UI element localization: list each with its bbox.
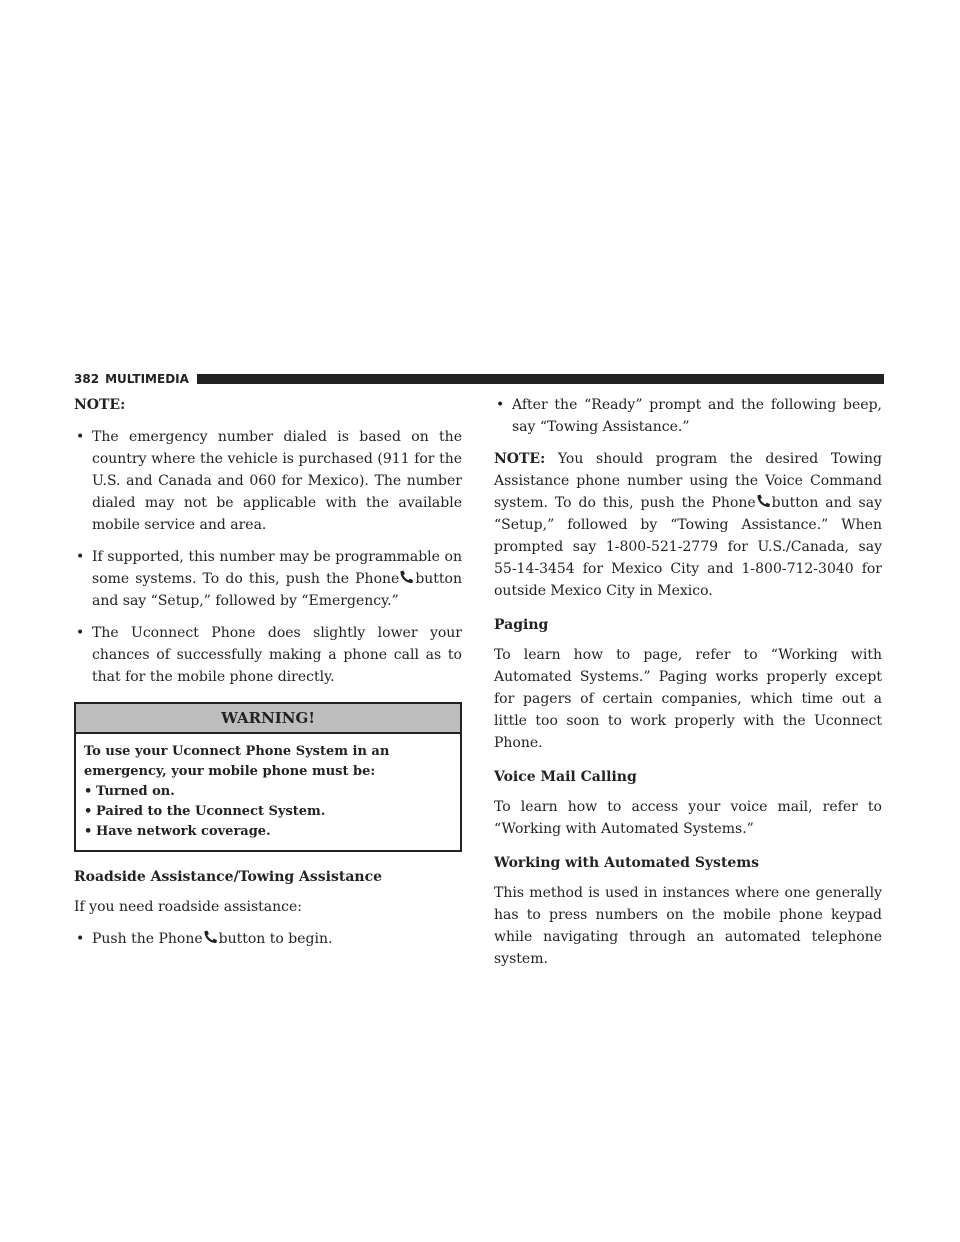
phone-icon [756, 494, 772, 508]
note-label: NOTE: [494, 451, 546, 467]
push-text-before: Push the Phone [92, 931, 203, 947]
paging-heading: Paging [494, 617, 549, 633]
automated-heading: Working with Automated Systems [494, 855, 760, 871]
warning-body [76, 734, 460, 850]
bullet-emergency-number: • The emergency number dialed is based on the country where the vehicle is purchased (911 for the U.S. and Canada and 060 for Mexico). The number dialed may not be applicable with the available mobile service and area. [74, 426, 462, 536]
ready-bullets [494, 394, 882, 438]
automated-text: This method is used in instances where one generally has to press numbers on the mobile phone keypad while navigating through an automated telephone system. [494, 885, 882, 967]
warning-title: WARNING! [76, 704, 460, 734]
page-header [74, 372, 884, 386]
note-bullets [74, 426, 462, 688]
roadside-bullets [74, 928, 462, 950]
towing-note-after: button and say “Setup,” followed by “Towing Assistance.” When prompted say 1-800-521-2779 for U.S./Canada, say 55-14-3454 for Mexico City and 1-800-712-3040 for outside Mexico City in Mexico. [494, 495, 882, 599]
paging-text: To learn how to page, refer to “Working with Automated Systems.” Paging works properly except for pagers of certain companies, which time out a little too soon to work properly with the Uconnect Phone. [494, 647, 882, 751]
bullet-ready-prompt: • After the “Ready” prompt and the following beep, say “Towing Assistance.” [494, 394, 882, 438]
bullet-programmable [74, 546, 462, 612]
voicemail-text: To learn how to access your voice mail, refer to “Working with Automated Systems.” [494, 799, 882, 837]
push-text-after: button to begin. [218, 931, 333, 947]
left-column [74, 394, 462, 960]
bullet-programmable-text-after: button and say “Setup,” followed by “Emergency.” [92, 571, 462, 609]
towing-note [494, 448, 882, 602]
note-label: NOTE: [74, 397, 126, 413]
right-column [494, 394, 882, 980]
warning-list [84, 782, 452, 842]
warning-box [74, 702, 462, 852]
header-rule [197, 374, 884, 384]
bullet-push-phone [74, 928, 462, 950]
page-number: 382 [74, 372, 100, 386]
warning-item: • Paired to the Uconnect System. [84, 802, 452, 822]
phone-icon [399, 570, 415, 584]
warning-intro: To use your Uconnect Phone System in an emergency, your mobile phone must be: [84, 744, 390, 779]
bullet-lower-chances: • The Uconnect Phone does slightly lower your chances of successfully making a phone call as to that for the mobile phone directly. [74, 622, 462, 688]
roadside-intro: If you need roadside assistance: [74, 899, 302, 915]
phone-icon [203, 930, 219, 944]
towing-note-before: You should program the desired Towing Assistance phone number using the Voice Command system. To do this, push the Phone [494, 451, 882, 511]
warning-item: • Turned on. [84, 782, 452, 802]
warning-item: • Have network coverage. [84, 822, 452, 842]
voicemail-heading: Voice Mail Calling [494, 769, 637, 785]
bullet-programmable-text-before: If supported, this number may be programmable on some systems. To do this, push the Phone [92, 549, 462, 587]
section-title: MULTIMEDIA [105, 372, 189, 386]
roadside-heading: Roadside Assistance/Towing Assistance [74, 869, 383, 885]
